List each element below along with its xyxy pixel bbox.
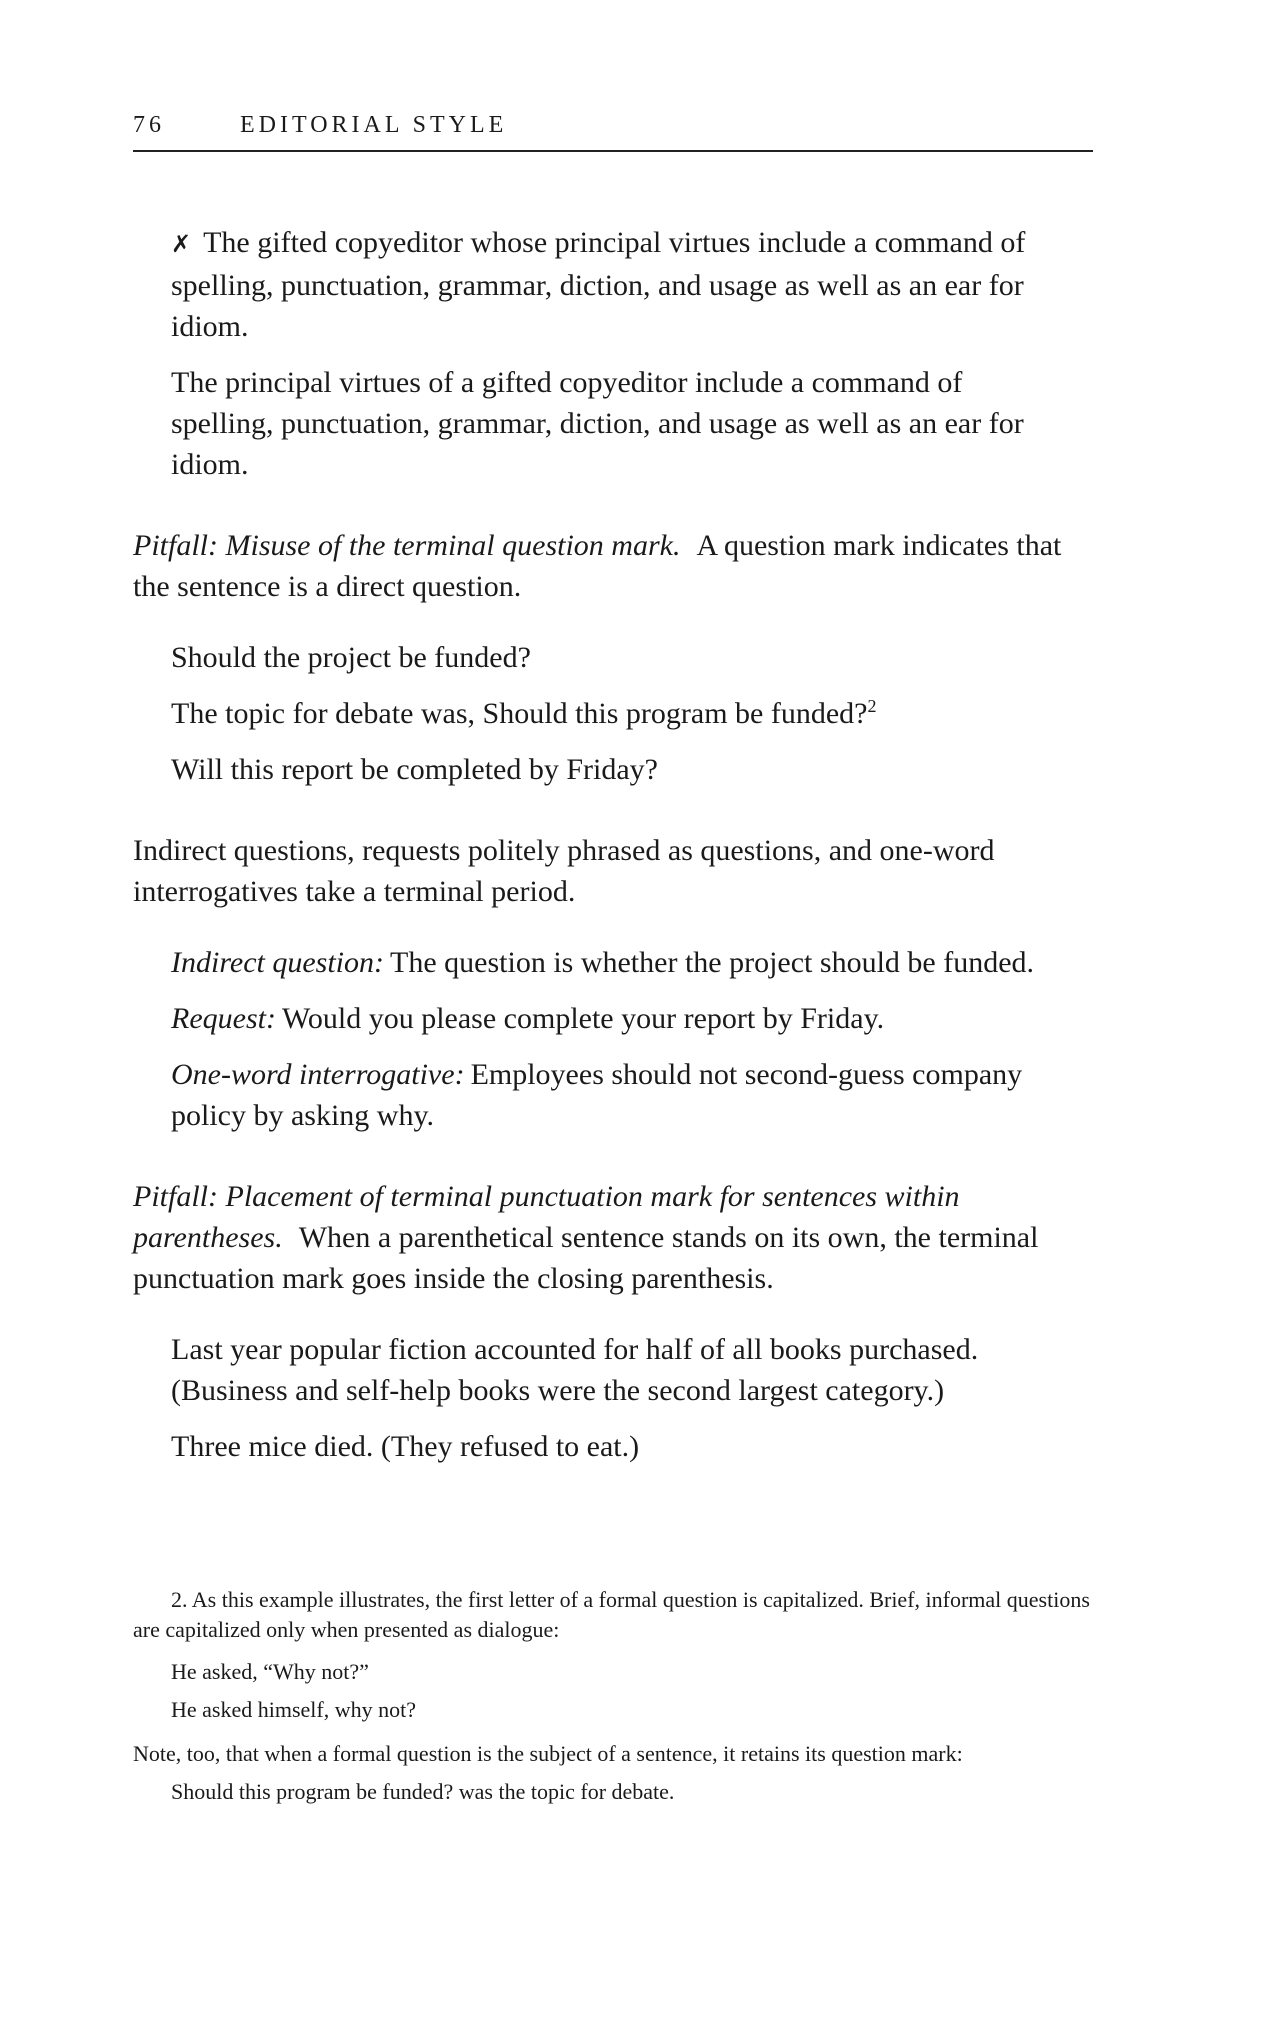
- pitfall-text: When a parenthetical sentence stands on its own, the terminal punctuation mark goes inside the closing parenthesis.: [133, 1221, 1039, 1295]
- footnote-reference: 2: [867, 696, 877, 716]
- pitfall-parentheses: [133, 1176, 1093, 1299]
- parenthesis-example: Three mice died. (They refused to eat.): [171, 1430, 640, 1463]
- footnote-text: 2. As this example illustrates, the first letter of a formal question is capitalized. Brief, informal questions are capitalized only when presented as dialogue:: [133, 1587, 1090, 1642]
- footnotes: [133, 1585, 1093, 1807]
- right-example: The principal virtues of a gifted copyeditor include a command of spelling, punctuation, grammar, diction, and usage as well as an ear for idiom.: [171, 366, 1024, 481]
- example-label: Request:: [171, 1002, 276, 1035]
- example-label: One-word interrogative:: [171, 1058, 465, 1091]
- question-example: Should the project be funded?: [171, 641, 531, 674]
- example-label: Indirect question:: [171, 946, 385, 979]
- footnote-example: Should this program be funded? was the topic for debate.: [171, 1779, 675, 1804]
- cross-mark-icon: ✗: [171, 230, 192, 258]
- pitfall-heading: Pitfall: Misuse of the terminal question mark.: [133, 529, 681, 562]
- wrong-example: ✗ The gifted copyeditor whose principal virtues include a command of spelling, punctuation, grammar, diction, and usage as well as an ear for idiom.: [171, 226, 1026, 343]
- request-example: Request: Would you please complete your report by Friday.: [171, 1002, 885, 1035]
- pitfall-question-mark: [133, 525, 1093, 607]
- question-example: Will this report be completed by Friday?: [171, 753, 659, 786]
- pitfall-text: A question mark indicates that the sentence is a direct question.: [133, 529, 1062, 603]
- body-text: [133, 222, 1093, 1467]
- pitfall-heading: Pitfall: Placement of terminal punctuation mark for sentences within parentheses.: [133, 1180, 960, 1254]
- one-word-interrogative-example: One-word interrogative: Employees should not second-guess company policy by asking why.: [171, 1058, 1023, 1132]
- question-example: The topic for debate was, Should this program be funded?$^2$: [171, 696, 877, 730]
- indirect-question-example: Indirect question: The question is whether the project should be funded.: [171, 946, 1035, 979]
- parenthesis-example: Last year popular fiction accounted for half of all books purchased. (Business and self-help books were the second largest category.): [171, 1333, 979, 1407]
- footnote-example: He asked himself, why not?: [171, 1697, 416, 1722]
- footnote-note: Note, too, that when a formal question is the subject of a sentence, it retains its question mark:: [133, 1741, 963, 1766]
- running-head: [133, 110, 1093, 152]
- indirect-questions-paragraph: Indirect questions, requests politely phrased as questions, and one-word interrogatives take a terminal period.: [133, 834, 995, 908]
- page-number: 76: [133, 112, 165, 138]
- footnote-example: He asked, “Why not?”: [171, 1659, 369, 1684]
- running-title: EDITORIAL STYLE: [240, 112, 508, 138]
